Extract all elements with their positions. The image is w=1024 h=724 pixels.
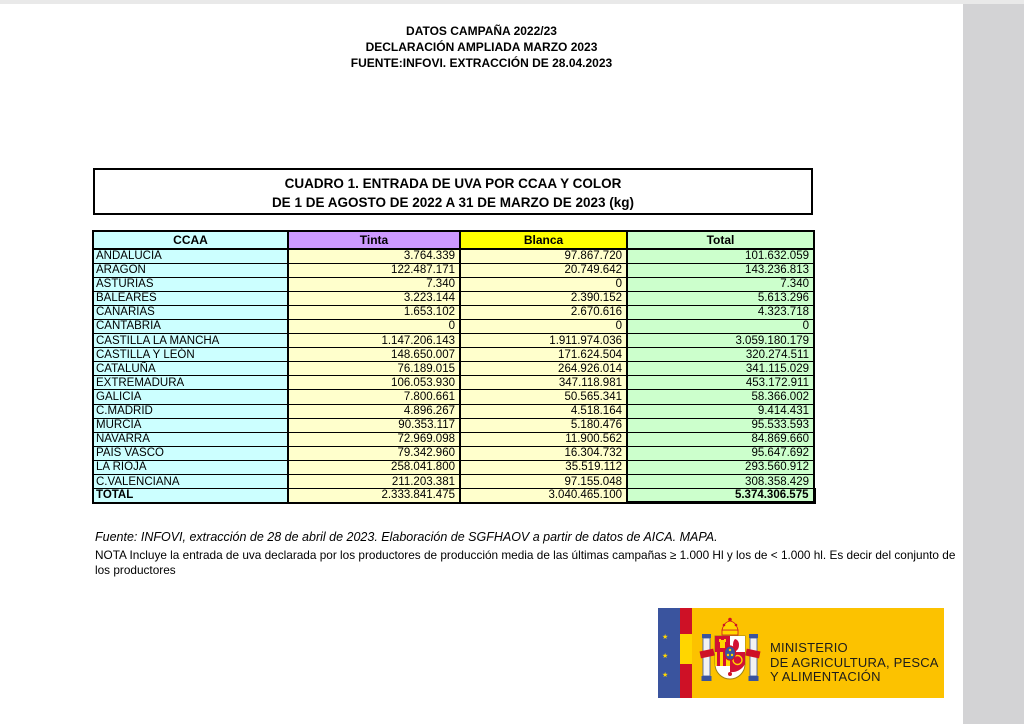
total-tinta-cell: 2.333.841.475	[288, 489, 460, 503]
header-line-campaign: DATOS CAMPAÑA 2022/23	[406, 24, 557, 38]
total-blanca-cell: 3.040.465.100	[460, 489, 627, 503]
eu-star-icon: ★	[662, 634, 669, 641]
header-line-source: FUENTE:INFOVI. EXTRACCIÓN DE 28.04.2023	[350, 56, 613, 70]
ccaa-cell: GALICIA	[93, 390, 288, 404]
ministry-line2: DE AGRICULTURA, PESCA	[770, 654, 939, 670]
table-row	[93, 334, 814, 348]
table-row	[93, 249, 814, 263]
total-cell: 101.632.059	[627, 249, 814, 263]
ccaa-cell: C.VALENCIANA	[93, 475, 288, 489]
ministry-name	[770, 641, 939, 685]
total-cell: 95.647.692	[627, 446, 814, 460]
total-cell: 3.059.180.179	[627, 334, 814, 348]
spain-flag-strip	[680, 608, 692, 698]
nota-note: NOTA Incluye la entrada de uva declarada por los productores de producción media de las últimas campañas ≥ 1.000 Hl y los de < 1.000 hl. Es decir del conjunto de los productores	[95, 548, 956, 577]
blanca-cell: 16.304.732	[460, 446, 627, 460]
page-margin-area	[963, 4, 1024, 724]
table-row	[93, 390, 814, 404]
blanca-cell: 171.624.504	[460, 348, 627, 362]
ccaa-cell: CASTILLA Y LEÓN	[93, 348, 288, 362]
eu-star-icon: ★	[662, 653, 669, 660]
table-row	[93, 432, 814, 446]
ministry-line1: MINISTERIO	[770, 640, 848, 655]
blanca-cell: 2.390.152	[460, 291, 627, 305]
tinta-cell: 211.203.381	[288, 475, 460, 489]
blanca-cell: 347.118.981	[460, 376, 627, 390]
table-total-row	[93, 489, 814, 503]
ccaa-cell: ANDALUCIA	[93, 249, 288, 263]
column-header-total: Total	[627, 231, 814, 249]
tinta-cell: 1.147.206.143	[288, 334, 460, 348]
table-body	[93, 249, 814, 489]
table-row	[93, 460, 814, 474]
tinta-cell: 258.041.800	[288, 460, 460, 474]
blanca-cell: 4.518.164	[460, 404, 627, 418]
logo-yellow-panel	[692, 608, 944, 698]
table-header-row	[93, 231, 814, 249]
table-row	[93, 291, 814, 305]
total-cell: 95.533.593	[627, 418, 814, 432]
tinta-cell: 0	[288, 319, 460, 333]
blanca-cell: 11.900.562	[460, 432, 627, 446]
ccaa-cell: EXTREMADURA	[93, 376, 288, 390]
tinta-cell: 7.340	[288, 277, 460, 291]
ministry-line3: Y ALIMENTACIÓN	[770, 669, 881, 684]
column-header-tinta: Tinta	[288, 231, 460, 249]
ccaa-cell: ARAGON	[93, 263, 288, 277]
ccaa-cell: C.MADRID	[93, 404, 288, 418]
total-cell: 453.172.911	[627, 376, 814, 390]
table-row	[93, 475, 814, 489]
table-row	[93, 418, 814, 432]
header-line-declaration: DECLARACIÓN AMPLIADA MARZO 2023	[365, 40, 598, 54]
grape-entry-table	[92, 230, 816, 504]
ccaa-cell: LA RIOJA	[93, 460, 288, 474]
table-row	[93, 348, 814, 362]
total-cell: 143.236.813	[627, 263, 814, 277]
ccaa-cell: CANTABRIA	[93, 319, 288, 333]
grand-total-cell: 5.374.306.575	[627, 489, 814, 503]
total-cell: 293.560.912	[627, 460, 814, 474]
tinta-cell: 4.896.267	[288, 404, 460, 418]
total-cell: 84.869.660	[627, 432, 814, 446]
table-row	[93, 305, 814, 319]
total-cell: 5.613.296	[627, 291, 814, 305]
ccaa-cell: NAVARRA	[93, 432, 288, 446]
tinta-cell: 148.650.007	[288, 348, 460, 362]
blanca-cell: 0	[460, 277, 627, 291]
tinta-cell: 106.053.930	[288, 376, 460, 390]
source-note: Fuente: INFOVI, extracción de 28 de abril de 2023. Elaboración de SGFHAOV a partir de datos de AICA. MAPA.	[95, 530, 718, 544]
blanca-cell: 97.155.048	[460, 475, 627, 489]
ccaa-cell: ASTURIAS	[93, 277, 288, 291]
total-cell: 58.366.002	[627, 390, 814, 404]
blanca-cell: 0	[460, 319, 627, 333]
tinta-cell: 76.189.015	[288, 362, 460, 376]
tinta-cell: 3.223.144	[288, 291, 460, 305]
tinta-cell: 122.487.171	[288, 263, 460, 277]
window-top-strip	[0, 0, 1024, 4]
table-row	[93, 362, 814, 376]
blanca-cell: 97.867.720	[460, 249, 627, 263]
total-cell: 308.358.429	[627, 475, 814, 489]
table-title-box	[93, 168, 813, 215]
total-cell: 7.340	[627, 277, 814, 291]
page-header	[0, 23, 963, 71]
table-title-line2: DE 1 DE AGOSTO DE 2022 A 31 DE MARZO DE 2023 (kg)	[271, 195, 635, 210]
table-row	[93, 404, 814, 418]
table-title-line1: CUADRO 1. ENTRADA DE UVA POR CCAA Y COLOR	[284, 176, 622, 191]
eu-star-icon: ★	[662, 672, 669, 679]
total-cell: 320.274.511	[627, 348, 814, 362]
ccaa-cell: CASTILLA LA MANCHA	[93, 334, 288, 348]
tinta-cell: 90.353.117	[288, 418, 460, 432]
spain-coat-of-arms-icon	[698, 616, 762, 692]
tinta-cell: 72.969.098	[288, 432, 460, 446]
ministry-logo	[658, 608, 944, 698]
ccaa-cell: BALEARES	[93, 291, 288, 305]
ccaa-cell: PAIS VASCO	[93, 446, 288, 460]
blanca-cell: 50.565.341	[460, 390, 627, 404]
tinta-cell: 1.653.102	[288, 305, 460, 319]
total-label-cell: TOTAL	[93, 489, 288, 503]
blanca-cell: 264.926.014	[460, 362, 627, 376]
ccaa-cell: MURCIA	[93, 418, 288, 432]
table-row	[93, 277, 814, 291]
total-cell: 4.323.718	[627, 305, 814, 319]
blanca-cell: 5.180.476	[460, 418, 627, 432]
ccaa-cell: CANARIAS	[93, 305, 288, 319]
blanca-cell: 20.749.642	[460, 263, 627, 277]
total-cell: 0	[627, 319, 814, 333]
eu-flag-strip	[658, 608, 680, 698]
blanca-cell: 35.519.112	[460, 460, 627, 474]
table-row	[93, 263, 814, 277]
table-row	[93, 376, 814, 390]
total-cell: 9.414.431	[627, 404, 814, 418]
column-header-ccaa: CCAA	[93, 231, 288, 249]
tinta-cell: 3.764.339	[288, 249, 460, 263]
table-row	[93, 446, 814, 460]
tinta-cell: 7.800.661	[288, 390, 460, 404]
total-cell: 341.115.029	[627, 362, 814, 376]
table-row	[93, 319, 814, 333]
tinta-cell: 79.342.960	[288, 446, 460, 460]
ccaa-cell: CATALUÑA	[93, 362, 288, 376]
column-header-blanca: Blanca	[460, 231, 627, 249]
blanca-cell: 1.911.974.036	[460, 334, 627, 348]
blanca-cell: 2.670.616	[460, 305, 627, 319]
